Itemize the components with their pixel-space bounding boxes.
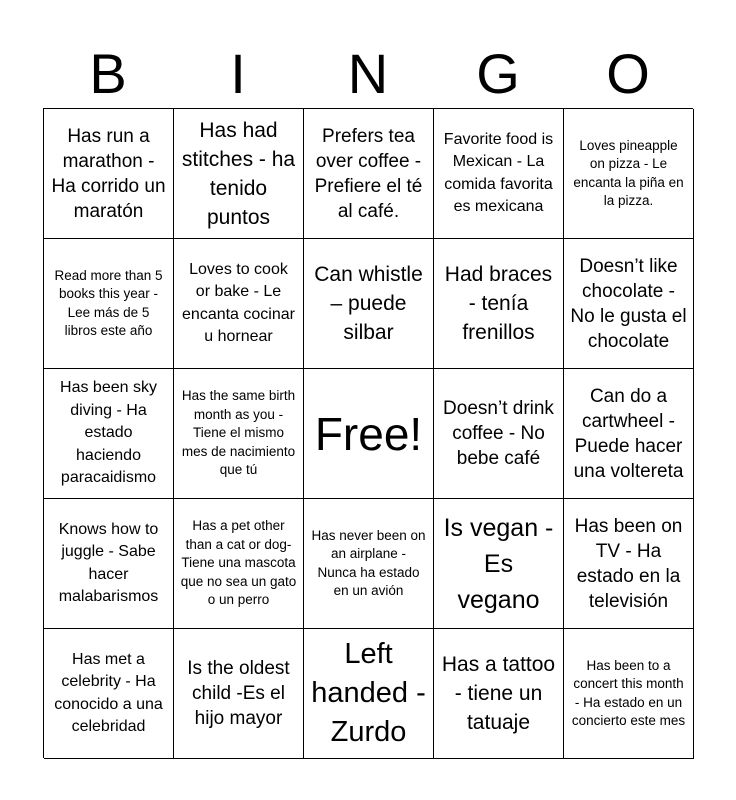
bingo-cell[interactable]: [174, 629, 304, 759]
cell-text: Prefers tea over coffee - Prefiere el té al café.: [314, 125, 423, 222]
cell-text: Left handed - Zurdo: [311, 638, 426, 748]
cell-text: Is vegan - Es vegano: [443, 513, 554, 614]
bingo-cell[interactable]: [174, 499, 304, 629]
bingo-cell[interactable]: [174, 109, 304, 239]
bingo-cell[interactable]: [434, 239, 564, 369]
bingo-cell[interactable]: [564, 109, 694, 239]
cell-text: Had braces - tenía frenillos: [444, 263, 553, 344]
bingo-cell[interactable]: [564, 369, 694, 499]
cell-text: Can whistle – puede silbar: [314, 263, 423, 344]
bingo-cell[interactable]: [564, 629, 694, 759]
bingo-cell[interactable]: [434, 369, 564, 499]
bingo-cell[interactable]: [44, 239, 174, 369]
header-letter-g: G: [476, 42, 520, 105]
header-letter-o: O: [606, 42, 650, 105]
bingo-cell[interactable]: [304, 629, 434, 759]
bingo-cell[interactable]: [434, 499, 564, 629]
bingo-cell[interactable]: [304, 499, 434, 629]
cell-text: Is the oldest child -Es el hijo mayor: [187, 658, 290, 729]
cell-text: Has had stitches - ha tenido puntos: [181, 118, 296, 229]
header-letter-n: N: [347, 42, 389, 105]
cell-text: Has run a marathon - Ha corrido un maratón: [51, 125, 166, 222]
cell-text: Has been to a concert this month - Ha estado en un concierto este mes: [571, 657, 686, 728]
bingo-cell[interactable]: [564, 239, 694, 369]
bingo-header: [43, 40, 693, 108]
bingo-cell[interactable]: [44, 369, 174, 499]
free-text: Free!: [314, 407, 423, 460]
bingo-cell[interactable]: [304, 239, 434, 369]
cell-text: Doesn’t like chocolate - No le gusta el chocolate: [570, 255, 687, 352]
header-letter-b: B: [89, 42, 127, 105]
cell-text: Loves to cook or bake - Le encanta cocinar u hornear: [182, 260, 295, 345]
cell-text: Read more than 5 books this year - Lee más de 5 libros este año: [54, 267, 163, 338]
free-cell[interactable]: [304, 369, 434, 499]
cell-text: Has the same birth month as you - Tiene el mismo mes de nacimiento que tú: [181, 388, 296, 478]
cell-text: Has been sky diving - Ha estado haciendo paracaidismo: [60, 379, 157, 487]
cell-text: Has a pet other than a cat or dog-Tiene una mascota que no sea un gato o un perro: [180, 518, 297, 608]
cell-text: Has never been on an airplane - Nunca ha estado en un avión: [311, 527, 426, 598]
bingo-cell[interactable]: [434, 629, 564, 759]
cell-text: Has met a celebrity - Ha conocido a una celebridad: [54, 650, 163, 735]
bingo-cell[interactable]: [434, 109, 564, 239]
cell-text: Has a tattoo - tiene un tatuaje: [441, 653, 556, 734]
bingo-cell[interactable]: [564, 499, 694, 629]
cell-text: Doesn’t drink coffee - No bebe café: [443, 398, 554, 469]
bingo-cell[interactable]: [44, 629, 174, 759]
cell-text: Has been on TV - Ha estado en la televisión: [574, 515, 683, 612]
bingo-cell[interactable]: [174, 369, 304, 499]
cell-text: Loves pineapple on pizza - Le encanta la piña en la pizza.: [573, 137, 684, 208]
cell-text: Favorite food is Mexican - La comida favorita es mexicana: [443, 130, 554, 215]
cell-text: Can do a cartwheel - Puede hacer una voltereta: [573, 385, 684, 482]
bingo-cell[interactable]: [304, 109, 434, 239]
bingo-cell[interactable]: [44, 109, 174, 239]
bingo-board: [43, 108, 693, 758]
cell-text: Knows how to juggle - Sabe hacer malabarismos: [58, 520, 159, 605]
header-letter-i: I: [230, 42, 246, 105]
bingo-cell[interactable]: [174, 239, 304, 369]
bingo-cell[interactable]: [44, 499, 174, 629]
